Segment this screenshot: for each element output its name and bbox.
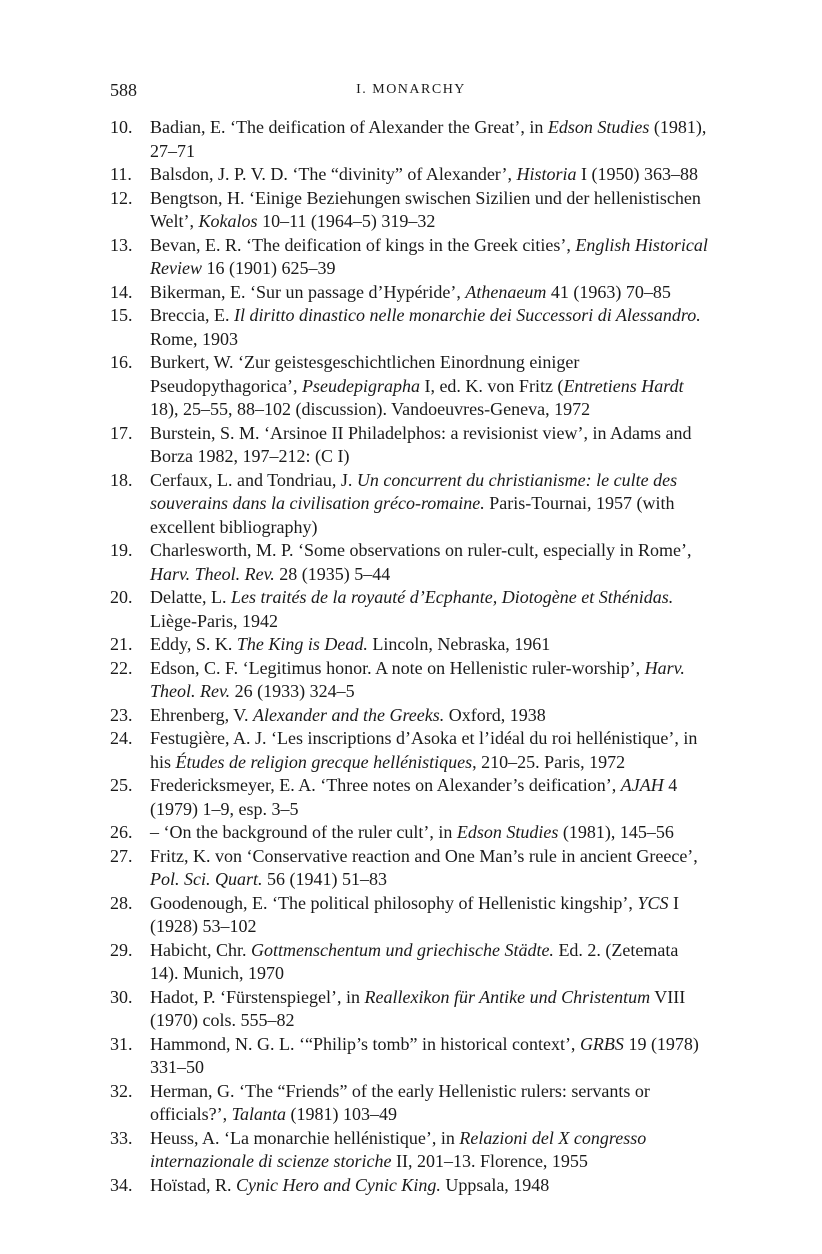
entry-italic-title: AJAH — [620, 775, 664, 795]
entry-text-segment: II, 201–13. Florence, 1955 — [391, 1151, 588, 1171]
entry-text-segment: I (1950) 363–88 — [576, 164, 698, 184]
bibliography-entry — [110, 986, 710, 1033]
entry-text — [150, 163, 710, 187]
bibliography-entry — [110, 892, 710, 939]
entry-text — [150, 586, 710, 633]
entry-text-segment: Habicht, Chr. — [150, 939, 251, 960]
entry-text-segment: Eddy, S. K. — [150, 634, 237, 654]
bibliography-entry — [110, 586, 710, 633]
entry-text-segment: Burkert, W. ‘Zur geistesgeschichtlichen Einordnung einiger Pseudopythagorica’, — [150, 352, 580, 396]
entry-text-segment: 10–11 (1964–5) 319–32 — [257, 211, 436, 231]
entry-number: 26. — [110, 822, 133, 842]
entry-text-segment: 41 (1963) 70–85 — [546, 281, 671, 302]
entry-text-segment: Edson, C. F. ‘Legitimus honor. A note on Hellenistic ruler-worship’, — [150, 657, 645, 678]
entry-number: 14. — [110, 281, 133, 302]
entry-italic-title: Alexander and the Greeks. — [253, 704, 445, 725]
entry-italic-title: GRBS — [579, 1033, 624, 1054]
bibliography-entry — [110, 351, 710, 422]
entry-text-segment: Goodenough, E. ‘The political philosophy of Hellenistic kingship’, — [150, 892, 638, 913]
entry-number: 27. — [110, 845, 133, 866]
entry-text — [150, 727, 710, 774]
entry-text-segment: Breccia, E. — [150, 305, 234, 325]
entry-number: 16. — [110, 352, 133, 372]
bibliography-entry — [110, 727, 710, 774]
entry-text-segment: Burstein, S. M. ‘Arsinoe II Philadelphos: a revisionist view’, in Adams and Borza 1982, 197–212: (C I) — [150, 422, 692, 466]
entry-text-segment: (1981), 27–71 — [150, 117, 707, 161]
bibliography-entry — [110, 1127, 710, 1174]
bibliography-entry — [110, 1080, 710, 1127]
entry-number: 15. — [110, 305, 133, 325]
entry-number: 33. — [110, 1127, 133, 1148]
entry-text-segment: 56 (1941) 51–83 — [262, 869, 387, 889]
entry-text-segment: Ed. 2. (Zetemata 14). Munich, 1970 — [150, 939, 679, 983]
entry-text — [150, 939, 710, 986]
entry-text-segment: Fredericksmeyer, E. A. ‘Three notes on Alexander’s deification’, — [150, 775, 621, 795]
entry-italic-title: Athenaeum — [465, 281, 547, 302]
entry-italic-title: English Historical Review — [150, 234, 708, 278]
entry-number: 17. — [110, 422, 133, 443]
entry-italic-title: Reallexikon für Antike und Christentum — [364, 986, 651, 1007]
entry-text-segment: Uppsala, 1948 — [440, 1174, 550, 1195]
entry-text — [150, 304, 710, 351]
entry-text — [150, 116, 710, 163]
bibliography-entry — [110, 939, 710, 986]
bibliography-entry — [110, 845, 710, 892]
entry-italic-title: Talanta — [231, 1104, 287, 1124]
entry-text — [150, 657, 710, 704]
entry-text — [150, 351, 710, 422]
entry-number: 25. — [110, 775, 133, 795]
bibliography-entry — [110, 704, 710, 728]
entry-text — [150, 187, 710, 234]
entry-text-segment: Oxford, 1938 — [444, 704, 546, 725]
entry-text — [150, 845, 710, 892]
entry-text-segment: Fritz, K. von ‘Conservative reaction and One Man’s rule in ancient Greece’, — [150, 845, 698, 866]
bibliography-entry — [110, 774, 710, 821]
bibliography-list — [110, 116, 710, 1197]
entry-number: 29. — [110, 939, 133, 960]
entry-text — [150, 1080, 710, 1127]
bibliography-entry — [110, 187, 710, 234]
bibliography-entry — [110, 163, 710, 187]
bibliography-entry — [110, 281, 710, 305]
entry-number: 19. — [110, 540, 133, 560]
entry-text-segment: , 210–25. Paris, 1972 — [472, 751, 626, 772]
entry-text-segment: Herman, G. ‘The “Friends” of the early Hellenistic rulers: servants or officials?’, — [150, 1080, 650, 1124]
entry-text-segment: (1981) 103–49 — [286, 1104, 398, 1124]
entry-text-segment: Badian, E. ‘The deification of Alexander the Great’, in — [150, 117, 548, 137]
entry-text — [150, 281, 710, 305]
entry-text-segment: Bevan, E. R. ‘The deification of kings in the Greek cities’, — [150, 234, 576, 255]
entry-text-segment: Bengtson, H. ‘Einige Beziehungen swischen Sizilien und der hellenistischen Welt’, — [150, 187, 701, 231]
entry-italic-title: Les traités de la royauté d’Ecphante, Diotogène et Sthénidas. — [230, 587, 674, 607]
entry-text-segment: Paris-Tournai, 1957 (with excellent bibliography) — [150, 493, 675, 537]
entry-text-segment: Bikerman, E. ‘Sur un passage d’Hypéride’, — [150, 281, 466, 302]
entry-text — [150, 633, 710, 657]
running-title: I. MONARCHY — [356, 82, 466, 97]
bibliography-entry — [110, 821, 710, 845]
entry-text-segment: 26 (1933) 324–5 — [230, 681, 355, 701]
entry-number: 18. — [110, 469, 133, 490]
entry-number: 21. — [110, 634, 133, 654]
entry-text — [150, 774, 710, 821]
entry-text-segment: Hoïstad, R. — [150, 1174, 237, 1195]
entry-number: 11. — [110, 164, 132, 184]
entry-italic-title: Pol. Sci. Quart. — [150, 869, 263, 889]
entry-italic-title: Edson Studies — [456, 822, 559, 842]
entry-italic-title: Edson Studies — [547, 117, 650, 137]
entry-italic-title: Kokalos — [198, 211, 258, 231]
entry-text-segment: 28 (1935) 5–44 — [274, 563, 391, 584]
bibliography-entry — [110, 657, 710, 704]
entry-italic-title: Il diritto dinastico nelle monarchie dei Successori di Alessandro. — [233, 305, 701, 325]
bibliography-entry — [110, 1033, 710, 1080]
entry-text-segment: (1981), 145–56 — [558, 822, 674, 842]
entry-text-segment: Lincoln, Nebraska, 1961 — [367, 634, 551, 654]
entry-italic-title: Entretiens Hardt — [563, 375, 684, 396]
entry-text — [150, 892, 710, 939]
entry-text — [150, 1127, 710, 1174]
entry-text-segment: Hammond, N. G. L. ‘“Philip’s tomb” in historical context’, — [150, 1033, 580, 1054]
entry-text-segment: Liège-Paris, 1942 — [150, 610, 278, 631]
entry-text — [150, 234, 710, 281]
entry-text-segment: – ‘On the background of the ruler cult’, in — [150, 822, 457, 842]
entry-number: 23. — [110, 704, 133, 725]
entry-text-segment: VIII (1970) cols. 555–82 — [150, 986, 686, 1030]
entry-text — [150, 1033, 710, 1080]
entry-italic-title: Un concurrent du christianisme: le culte des souverains dans la civilisation gréco-romaine. — [150, 469, 678, 513]
entry-text-segment: Delatte, L. — [150, 587, 231, 607]
entry-text-segment: 4 (1979) 1–9, esp. 3–5 — [150, 775, 678, 819]
entry-text — [150, 469, 710, 540]
bibliography-entry — [110, 116, 710, 163]
entry-italic-title: Gottmenschentum und griechische Städte. — [251, 939, 554, 960]
entry-text — [150, 986, 710, 1033]
entry-number: 31. — [110, 1033, 133, 1054]
entry-number: 28. — [110, 892, 133, 913]
entry-italic-title: Harv. Theol. Rev. — [150, 657, 685, 701]
entry-number: 10. — [110, 117, 133, 137]
bibliography-entry — [110, 234, 710, 281]
bibliography-entry — [110, 422, 710, 469]
bibliography-entry — [110, 633, 710, 657]
entry-italic-title: YCS — [637, 892, 669, 913]
entry-number: 30. — [110, 986, 133, 1007]
bibliography-entry — [110, 304, 710, 351]
entry-number: 24. — [110, 728, 133, 748]
entry-text — [150, 704, 710, 728]
entry-text-segment: Balsdon, J. P. V. D. ‘The “divinity” of Alexander’, — [150, 164, 517, 184]
entry-text-segment: I, ed. K. von Fritz ( — [419, 375, 564, 396]
entry-text-segment: Rome, 1903 — [150, 328, 238, 349]
entry-text-segment: Festugière, A. J. ‘Les inscriptions d’Asoka et l’idéal du roi hellénistique’, in his — [150, 728, 698, 772]
entry-number: 22. — [110, 657, 133, 678]
entry-text — [150, 1174, 710, 1198]
page-number: 588 — [110, 80, 137, 100]
entry-text-segment: Cerfaux, L. and Tondriau, J. — [150, 469, 357, 490]
entry-text-segment: I (1928) 53–102 — [150, 892, 679, 936]
entry-italic-title: Relazioni del X congresso internazionale di scienze storiche — [150, 1127, 647, 1171]
entry-number: 20. — [110, 587, 133, 607]
bibliography-entry — [110, 539, 710, 586]
entry-italic-title: The King is Dead. — [236, 634, 368, 654]
entry-text-segment: Ehrenberg, V. — [150, 704, 253, 725]
entry-number: 34. — [110, 1174, 133, 1195]
entry-number: 13. — [110, 234, 133, 255]
entry-italic-title: Historia — [516, 164, 577, 184]
entry-text-segment: Heuss, A. ‘La monarchie hellénistique’, in — [150, 1127, 460, 1148]
entry-italic-title: Harv. Theol. Rev. — [150, 563, 275, 584]
bibliography-entry — [110, 1174, 710, 1198]
bibliography-entry — [110, 469, 710, 540]
entry-text-segment: 19 (1978) 331–50 — [150, 1033, 699, 1077]
entry-italic-title: Études de religion grecque hellénistiques — [175, 751, 473, 772]
entry-text — [150, 422, 710, 469]
entry-text-segment: Hadot, P. ‘Fürstenspiegel’, in — [150, 986, 365, 1007]
entry-italic-title: Cynic Hero and Cynic King. — [236, 1174, 441, 1195]
entry-text-segment: 18), 25–55, 88–102 (discussion). Vandoeuvres-Geneva, 1972 — [150, 399, 591, 419]
running-head — [0, 78, 822, 102]
entry-text-segment: 16 (1901) 625–39 — [201, 258, 336, 278]
entry-number: 32. — [110, 1080, 133, 1101]
entry-italic-title: Pseudepigrapha — [301, 375, 420, 396]
entry-text-segment: Charlesworth, M. P. ‘Some observations on ruler-cult, especially in Rome’, — [150, 540, 692, 560]
entry-number: 12. — [110, 187, 133, 208]
entry-text — [150, 821, 710, 845]
entry-text — [150, 539, 710, 586]
